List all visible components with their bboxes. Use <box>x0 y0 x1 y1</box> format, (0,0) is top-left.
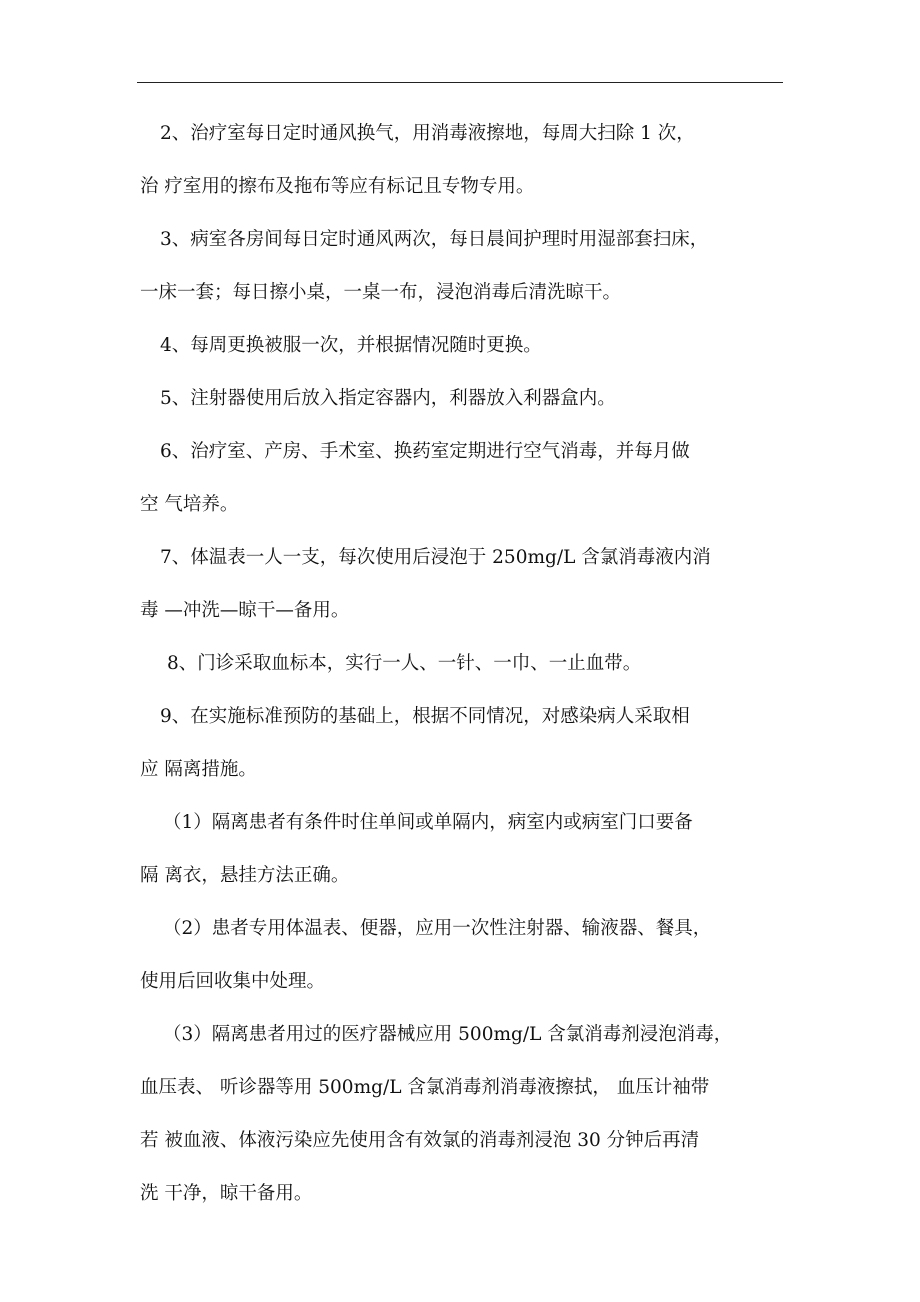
sub-item-2-line-1: （2）患者专用体温表、便器，应用一次性注射器、输液器、餐具， <box>163 918 712 939</box>
header-rule <box>137 82 783 83</box>
paragraph-8-line-1: 8、门诊采取血标本，实行一人、一针、一巾、一止血带。 <box>167 653 642 674</box>
paragraph-7-line-1: 7、体温表一人一支，每次使用后浸泡于 250mg/L 含氯消毒液内消 <box>160 547 711 568</box>
paragraph-3-line-1: 3、病室各房间每日定时通风两次，每日晨间护理时用湿部套扫床， <box>160 229 709 250</box>
sub-item-2-line-2: 使用后回收集中处理。 <box>140 971 326 992</box>
sub-item-1-line-1: （1）隔离患者有条件时住单间或单隔内，病室内或病室门口要备 <box>163 812 693 833</box>
sub-item-1-line-2: 隔 离衣，悬挂方法正确。 <box>140 865 350 886</box>
sub-item-3-line-4: 洗 干净，晾干备用。 <box>140 1183 313 1204</box>
paragraph-6-line-2: 空 气培养。 <box>140 494 239 515</box>
paragraph-3-line-2: 一床一套；每日擦小桌，一桌一布，浸泡消毒后清洗晾干。 <box>140 282 622 303</box>
sub-item-3-line-3: 若 被血液、体液污染应先使用含有效氯的消毒剂浸泡 30 分钟后再清 <box>140 1130 700 1151</box>
sub-item-3-line-1: （3）隔离患者用过的医疗器械应用 500mg/L 含氯消毒剂浸泡消毒， <box>163 1024 733 1045</box>
paragraph-9-line-2: 应 隔离措施。 <box>140 759 257 780</box>
paragraph-2-line-2: 治 疗室用的擦布及拖布等应有标记且专物专用。 <box>140 176 535 197</box>
sub-item-3-line-2: 血压表、 听诊器等用 500mg/L 含氯消毒剂消毒液擦拭， 血压计袖带 <box>140 1077 710 1098</box>
document-body <box>140 118 790 1231</box>
paragraph-9-line-1: 9、在实施标准预防的基础上，根据不同情况，对感染病人采取相 <box>160 706 690 727</box>
paragraph-6-line-1: 6、治疗室、产房、手术室、换药室定期进行空气消毒，并每月做 <box>160 441 690 462</box>
paragraph-2-line-1: 2、治疗室每日定时通风换气，用消毒液擦地，每周大扫除 1 次， <box>160 123 695 144</box>
paragraph-4-line-1: 4、每周更换被服一次，并根据情况随时更换。 <box>160 335 542 356</box>
paragraph-7-line-2: 毒 —冲洗—晾干—备用。 <box>140 600 350 621</box>
paragraph-5-line-1: 5、注射器使用后放入指定容器内，利器放入利器盒内。 <box>160 388 616 409</box>
